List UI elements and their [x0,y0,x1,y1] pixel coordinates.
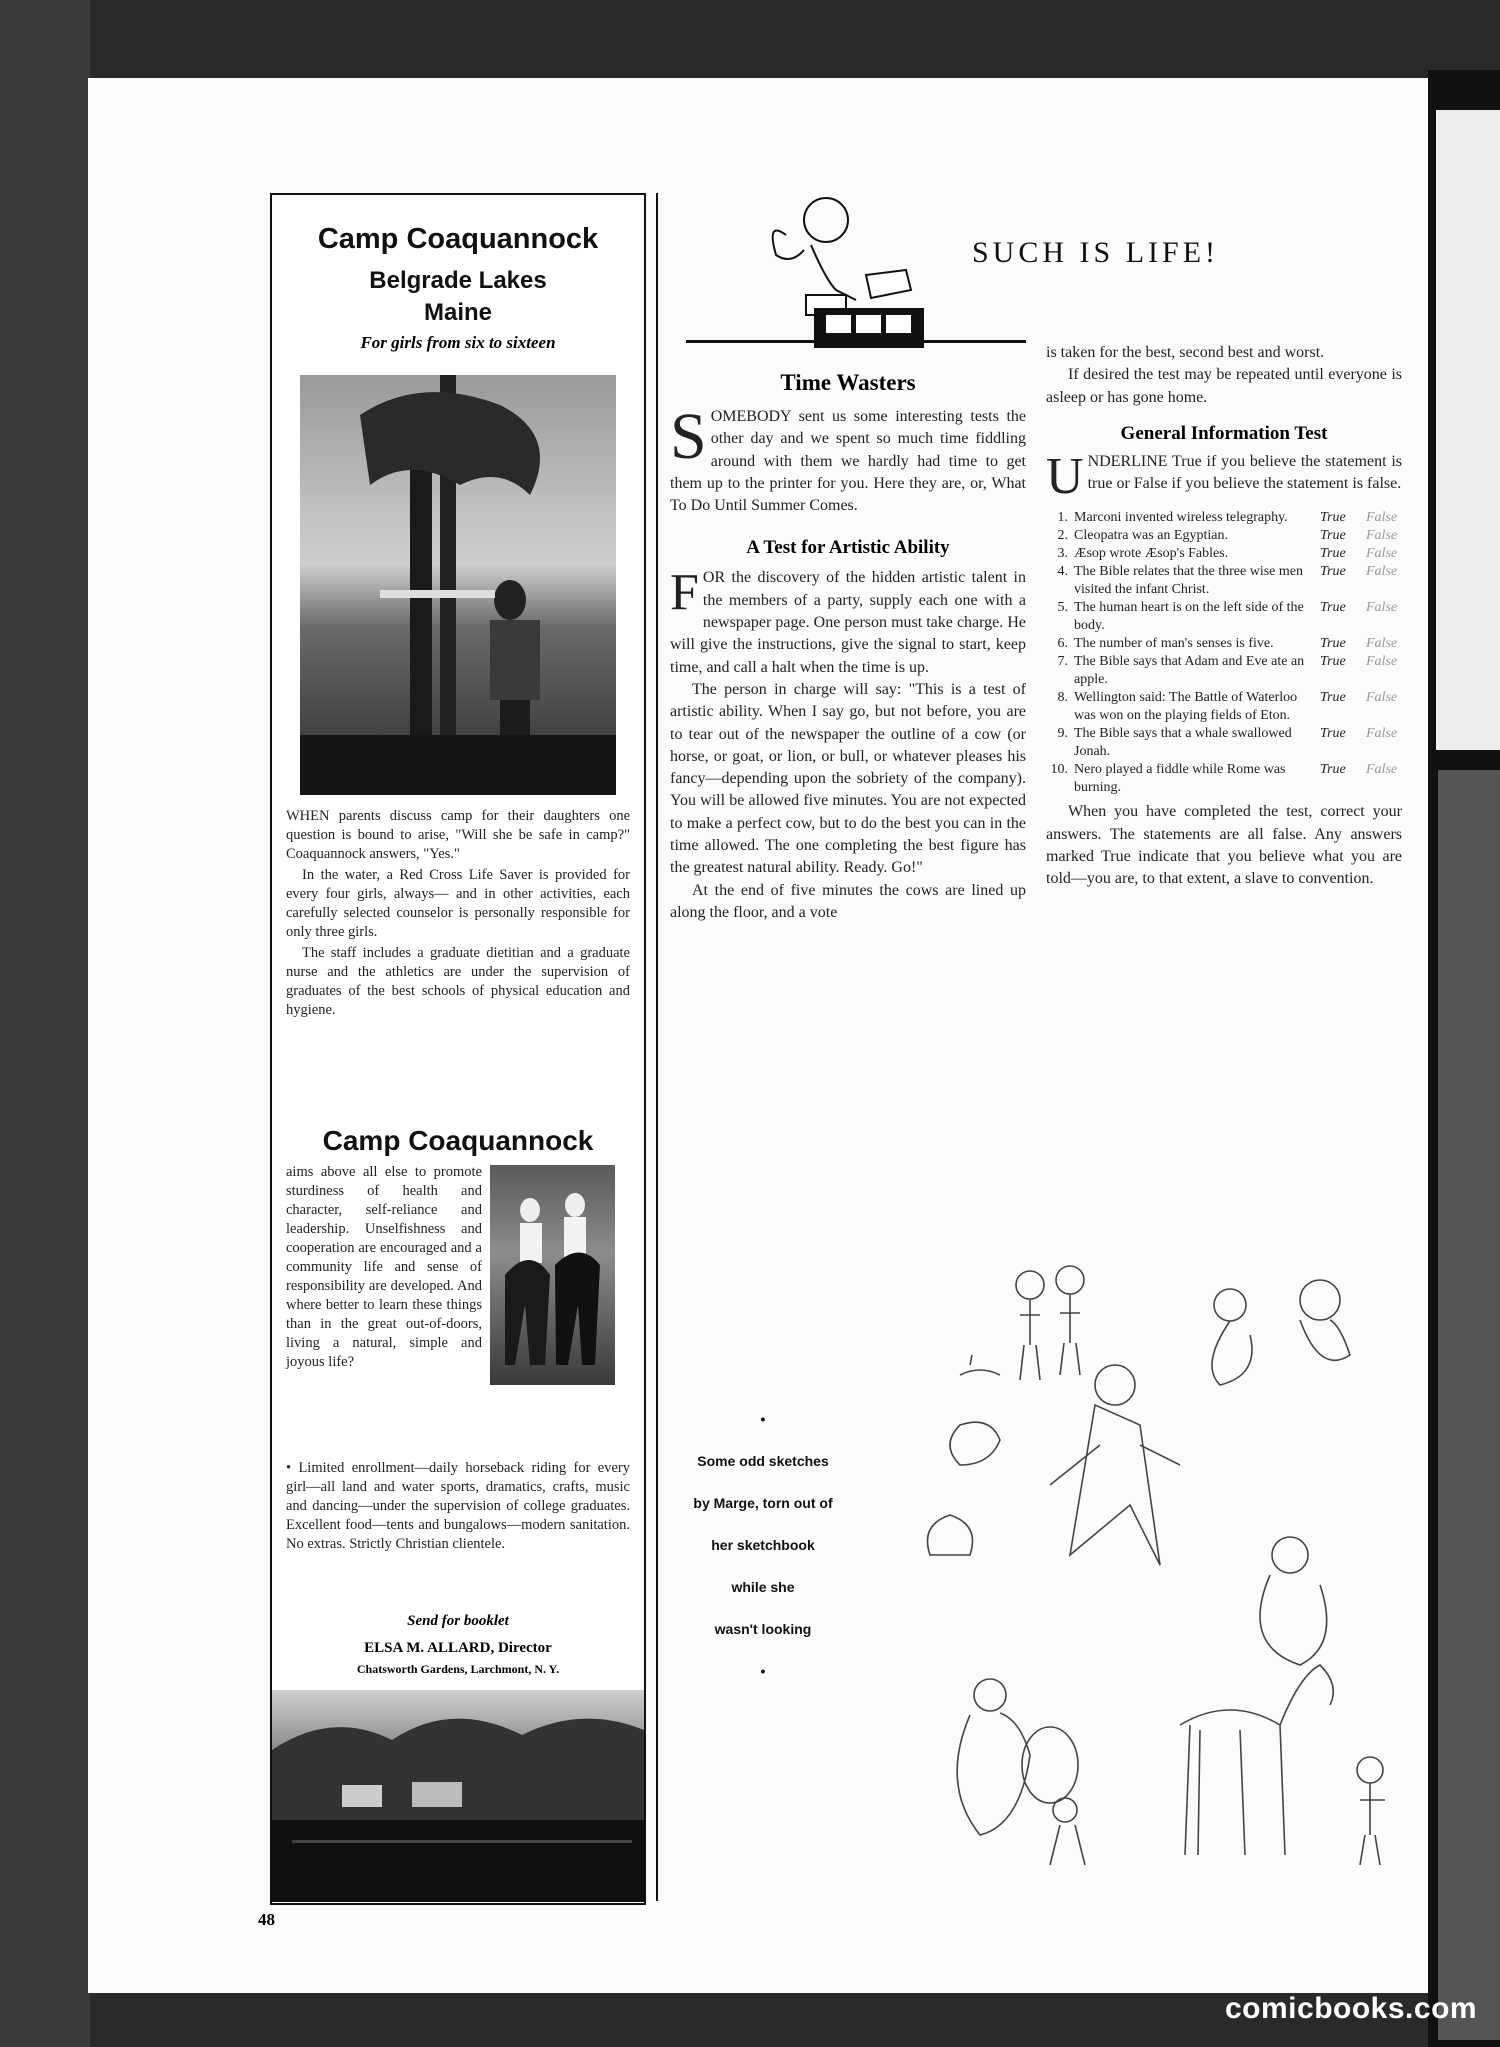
quiz-item-statement: The number of man's senses is five. [1074,636,1274,652]
quiz-item-number: 6. [1057,636,1068,652]
sketch-caption [668,1398,858,1692]
artistic-paragraph-repeat: If desired the test may be repeated until everyone is asleep or has gone home. [1046,366,1402,406]
ad-safety-text [286,807,630,1020]
ad-title-repeat: Camp Coaquannock [322,1125,594,1156]
horseback-riders-photo [490,1165,615,1385]
page-number: 48 [258,1910,275,1929]
quiz-item [1046,563,1402,599]
ad-paragraph-lifesaver: In the water, a Red Cross Life Saver is provided for every four girls, always— and in other activities, each carefully selected counselor is personally responsible for only three girls. [286,867,630,940]
quiz-true-option[interactable]: True [1320,600,1346,616]
caption-bullet-top: • [760,1411,766,1427]
quiz-item-number: 2. [1057,528,1068,544]
quiz-item [1046,545,1402,563]
artistic-continued-text [1046,342,1402,409]
ad-tagline: For girls from six to sixteen [360,333,556,352]
ad-paragraph-safety: WHEN parents discuss camp for their daughters one question is bound to arise, "Will she be safe in camp?" Coaquannock answers, "Yes." [286,808,630,862]
artistic-paragraph-intro: OR the discovery of the hidden artistic talent in the members of a party, supply each one with a newspaper page. One person must take charge. He will give the instructions, give the signal to start, keep time, and call a halt when the time is up. [670,569,1026,676]
quiz-false-option[interactable]: False [1366,510,1398,526]
caption-line: Some odd sketches [697,1453,829,1469]
quiz-true-option[interactable]: True [1320,636,1346,652]
drop-cap-u: U [1046,447,1084,505]
ad-subtitle-line1: Belgrade Lakes [369,267,547,294]
quiz-item [1046,635,1402,653]
quiz-true-option[interactable]: True [1320,510,1346,526]
quiz-false-option[interactable]: False [1366,600,1398,616]
quiz-false-option[interactable]: False [1366,654,1398,670]
quiz-item [1046,527,1402,545]
quiz-item-number: 10. [1050,762,1068,778]
caption-line: wasn't looking [714,1621,812,1637]
quiz-false-option[interactable]: False [1366,726,1398,742]
quiz-item-statement: Wellington said: The Battle of Waterloo was won on the playing fields of Eton. [1074,690,1298,724]
right-column [1046,342,1402,891]
general-test-instructions: NDERLINE True if you believe the statement is true or False if you believe the statement is false. [1087,452,1402,493]
quiz-item [1046,725,1402,761]
ad-title: Camp Coaquannock [317,223,599,255]
section-title: SUCH IS LIFE! [972,236,1220,269]
artistic-paragraph-instructions: The person in charge will say: "This is a test of artistic ability. When I say go, but not before, you are to tear out of the newspaper the outline of a cow (or horse, or goat, or lion, or bull, or whatever pleases his fancy—depending upon the sobriety of the company). You will be allowed five minutes. You are not expected to make a perfect cow, but to do the best you can in the time allowed. The one completing the best figure has the greatest natural ability. Ready. Go!" [670,680,1026,877]
quiz-true-option[interactable]: True [1320,726,1346,742]
quiz-item [1046,761,1402,797]
ad-paragraph-staff: The staff includes a graduate dietitian and a graduate nurse and the athletics are under the supervision of graduates of the best schools of physical education and hygiene. [286,945,630,1018]
pencil-sketches [900,1225,1420,1885]
time-wasters-paragraph: OMEBODY sent us some interesting tests the other day and we spent so much time fiddling around with them we hardly had time to get them up to the printer for you. Here they are, or, What To Do Until Summer Comes. [670,408,1026,515]
quiz-item-statement: The human heart is on the left side of the body. [1074,600,1304,634]
ad-aims-text: aims above all else to promote sturdiness of health and character, self-reliance and leadership. Unselfishness and cooperation are encouraged and a community life and sense of responsibility are developed. And where better to learn these things than in the great out-of-doors, living a natural, simple and joyous life? [286,1164,482,1370]
watermark: comicbooks.com [1225,1992,1478,2025]
ad-subtitle-line2: Maine [423,299,492,326]
quiz-item-statement: Cleopatra was an Egyptian. [1074,528,1228,544]
ad-address: Chatsworth Gardens, Larchmont, N. Y. [356,1662,560,1676]
quiz-item-number: 7. [1057,654,1068,670]
time-wasters-heading: Time Wasters [780,370,916,395]
quiz-true-option[interactable]: True [1320,546,1346,562]
caption-line: while she [731,1579,795,1595]
quiz-item-statement: The Bible relates that the three wise men visited the infant Christ. [1074,564,1303,598]
general-test-heading: General Information Test [1120,422,1328,444]
cherub-typewriter-illustration [686,190,1026,350]
quiz-item-statement: The Bible says that Adam and Eve ate an apple. [1074,654,1305,688]
quiz-false-option[interactable]: False [1366,636,1398,652]
quiz-true-option[interactable]: True [1320,690,1346,706]
middle-column [670,370,1026,924]
caption-line: her sketchbook [711,1537,815,1553]
quiz-true-option[interactable]: True [1320,564,1346,580]
scan-background-left [0,0,90,2047]
quiz-item-number: 8. [1057,690,1068,706]
quiz-false-option[interactable]: False [1366,690,1398,706]
quiz-true-option[interactable]: True [1320,654,1346,670]
quiz-true-option[interactable]: True [1320,762,1346,778]
artistic-paragraph-vote: At the end of five minutes the cows are lined up along the floor, and a vote [670,881,1026,921]
lake-cabins-photo [272,1690,644,1902]
ad-booklet: Send for booklet [407,1613,509,1629]
quiz-item-statement: Marconi invented wireless telegraphy. [1074,510,1288,526]
bugler-photo [300,375,616,795]
column-divider [656,193,658,1901]
quiz-item-statement: The Bible says that a whale swallowed Jonah. [1074,726,1292,760]
quiz-item-statement: Æsop wrote Æsop's Fables. [1074,546,1229,562]
quiz-item [1046,653,1402,689]
camp-advertisement [270,193,646,1905]
drop-cap-s: S [670,400,707,473]
quiz-false-option[interactable]: False [1366,564,1398,580]
quiz-item [1046,689,1402,725]
adjacent-page-edge [1428,70,1500,2047]
quiz-item-statement: Nero played a fiddle while Rome was burning. [1074,762,1286,796]
ad-director: ELSA M. ALLARD, Director [364,1640,552,1656]
quiz-item [1046,599,1402,635]
quiz-true-option[interactable]: True [1320,528,1346,544]
drop-cap-f: F [670,564,699,622]
caption-line: by Marge, torn out of [693,1495,833,1511]
quiz-item-number: 4. [1057,564,1068,580]
caption-bullet-bottom: • [760,1663,766,1679]
quiz-list [1046,509,1402,797]
quiz-item-number: 3. [1057,546,1068,562]
adjacent-page-light [1436,110,1500,750]
quiz-item-number: 5. [1057,600,1068,616]
general-test-outro: When you have completed the test, correct your answers. The statements are all false. Any answers marked True indicate that you believe what you are told—you are, to that extent, a slave to convention. [1046,803,1402,888]
quiz-item-number: 9. [1057,726,1068,742]
quiz-false-option[interactable]: False [1366,546,1398,562]
artistic-paragraph-continued: is taken for the best, second best and worst. [1046,344,1325,361]
quiz-item-number: 1. [1057,510,1068,526]
artistic-text [670,564,1026,924]
quiz-false-option[interactable]: False [1366,762,1398,778]
artistic-heading: A Test for Artistic Ability [746,537,950,559]
general-test-intro [1046,447,1402,505]
adjacent-page-artwork [1438,770,1500,2040]
header-rule [686,340,1026,343]
ad-features-text: • Limited enrollment—daily horseback riding for every girl—all land and water sports, dramatics, crafts, music and dancing—under the supervision of college graduates. Excellent food—tents and bungalows—modern sanitation. No extras. Strictly Christian clientele. [286,1460,630,1552]
time-wasters-text [670,400,1026,517]
quiz-false-option[interactable]: False [1366,528,1398,544]
quiz-item [1046,509,1402,527]
